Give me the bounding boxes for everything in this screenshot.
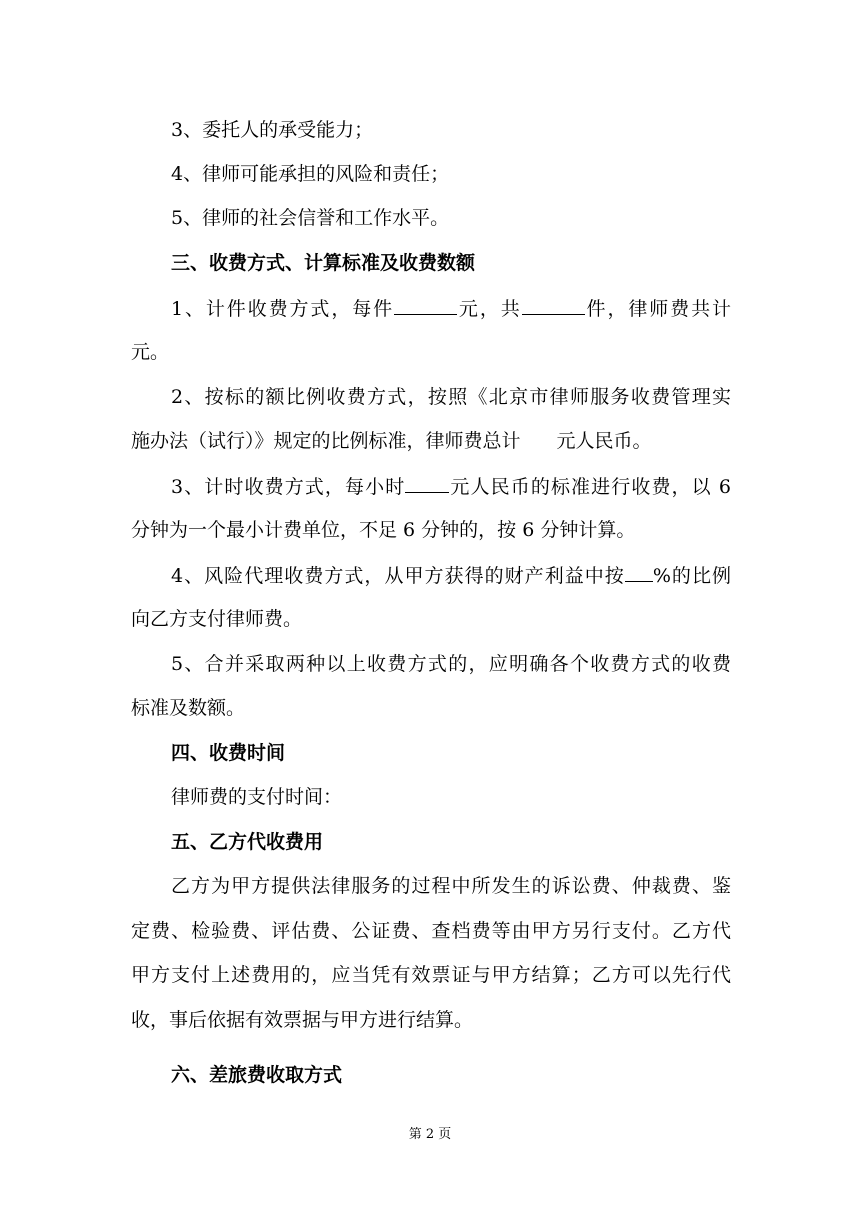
text-segment: 3、计时收费方式，每小时	[171, 476, 406, 498]
paragraph-disbursements: 乙方为甲方提供法律服务的过程中所发生的诉讼费、仲裁费、鉴	[171, 875, 731, 897]
fill-blank	[625, 563, 653, 582]
paragraph-proportional: 2、按标的额比例收费方式，按照《北京市律师服务收费管理实	[171, 386, 731, 408]
section-heading-6: 六、差旅费收取方式	[171, 1064, 343, 1086]
section-heading-3: 三、收费方式、计算标准及收费数额	[171, 252, 476, 274]
text-segment: %的比例	[652, 565, 731, 587]
text-segment: 1、计件收费方式，每件	[171, 298, 395, 320]
paragraph-hourly	[131, 474, 731, 499]
text-segment: 元人民币。	[556, 430, 652, 452]
text-segment: 件，律师费共计	[584, 298, 731, 320]
page-number: 第 2 页	[408, 1127, 452, 1142]
text-segment: 4、风险代理收费方式，从甲方获得的财产利益中按	[171, 565, 625, 587]
paragraph-line: 元。	[131, 341, 170, 363]
paragraph-line: 标准及数额。	[131, 697, 246, 719]
text-segment: 元，共	[457, 298, 522, 320]
section-heading-5: 五、乙方代收费用	[171, 831, 324, 853]
paragraph-combined: 5、合并采取两种以上收费方式的，应明确各个收费方式的收费	[171, 653, 731, 675]
paragraph-line: 甲方支付上述费用的，应当凭有效票证与甲方结算；乙方可以先行代	[131, 964, 731, 986]
text-segment: 元人民币的标准进行收费，以 6	[449, 476, 731, 498]
list-item-capacity: 3、委托人的承受能力；	[171, 119, 374, 141]
paragraph-contingency	[131, 563, 731, 588]
paragraph-piece-rate	[131, 296, 731, 321]
fill-blank	[394, 296, 457, 315]
text-segment: 施办法（试行）》规定的比例标准，律师费总计	[131, 430, 521, 452]
paragraph-line	[131, 429, 731, 453]
fill-blank	[405, 474, 449, 493]
list-item-reputation: 5、律师的社会信誉和工作水平。	[171, 207, 450, 229]
paragraph-line: 收，事后依据有效票据与甲方进行结算。	[131, 1009, 474, 1031]
list-item-risk: 4、律师可能承担的风险和责任；	[171, 163, 450, 185]
paragraph-line: 分钟为一个最小计费单位，不足 6 分钟的，按 6 分钟计算。	[131, 519, 636, 541]
fill-blank	[522, 296, 585, 315]
paragraph-line: 向乙方支付律师费。	[131, 608, 303, 630]
paragraph-payment-time: 律师费的支付时间：	[171, 786, 343, 808]
section-heading-4: 四、收费时间	[171, 742, 286, 764]
paragraph-line: 定费、检验费、评估费、公证费、查档费等由甲方另行支付。乙方代	[131, 920, 731, 942]
